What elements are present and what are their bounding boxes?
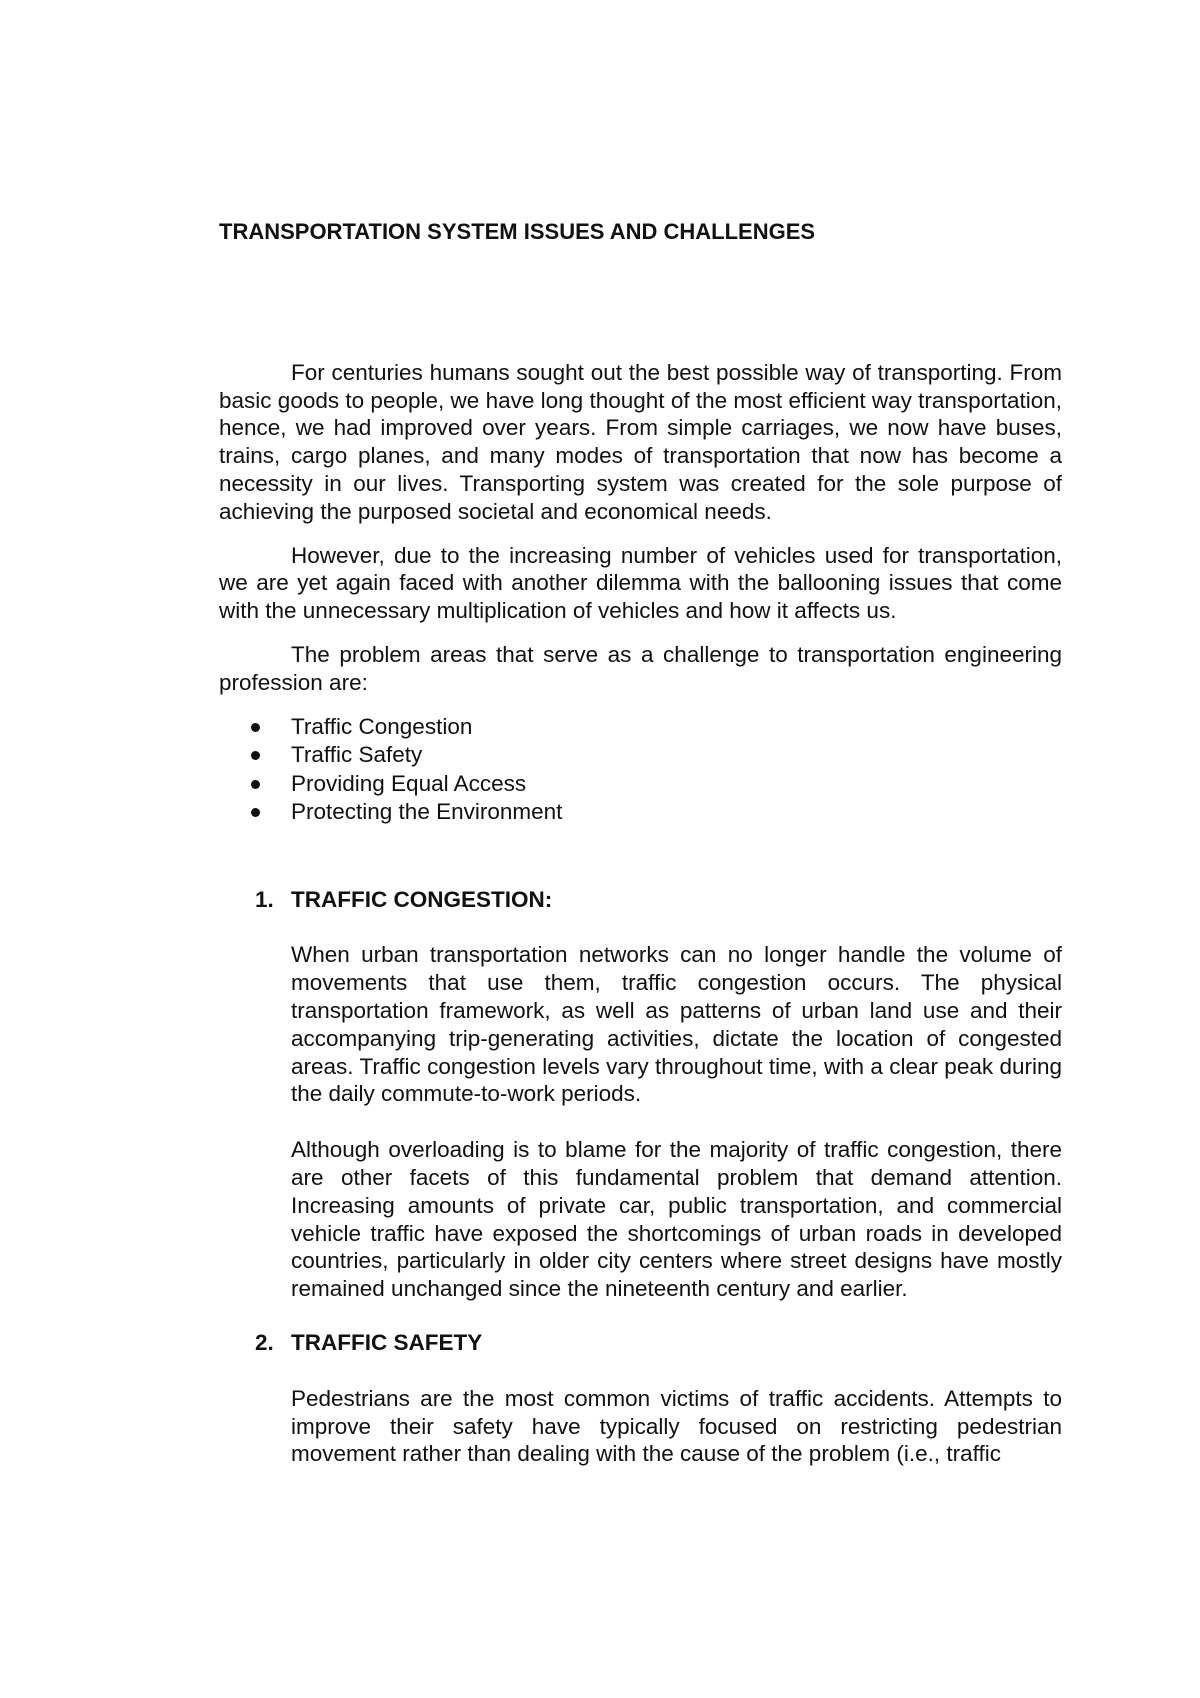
- problem-areas-list: [219, 713, 1062, 827]
- section-paragraph: Although overloading is to blame for the majority of traffic congestion, there are other facets of this fundamental problem that demand attention. Increasing amounts of private car, public transportation, and commercial vehicle traffic have exposed the shortcomings of urban roads in developed countries, particularly in older city centers where street designs have mostly remained unchanged since the nineteenth century and earlier.: [291, 1137, 1062, 1302]
- section-paragraph: When urban transportation networks can no longer handle the volume of movements that use them, traffic congestion occurs. The physical transportation framework, as well as patterns of urban land use and their accompanying trip-generating activities, dictate the location of congested areas. Traffic congestion levels vary throughout time, with a clear peak during the daily commute-to-work periods.: [291, 942, 1062, 1107]
- list-item-label: Traffic Congestion: [291, 713, 473, 739]
- list-item: [219, 770, 1062, 799]
- section-number: 2.: [255, 1329, 274, 1355]
- section-heading: [255, 1329, 1062, 1357]
- section-traffic-safety: [219, 1329, 1062, 1468]
- list-item-label: Providing Equal Access: [291, 770, 527, 796]
- bullet-icon: [251, 808, 260, 817]
- section-heading-text: TRAFFIC CONGESTION:: [291, 886, 553, 912]
- list-item-label: Traffic Safety: [291, 742, 423, 768]
- section-number: 1.: [255, 886, 274, 912]
- list-item-label: Protecting the Environment: [291, 799, 563, 825]
- intro-paragraph: For centuries humans sought out the best possible way of transporting. From basic goods to people, we have long thought of the most efficient way transportation, hence, we had improved over years. From simple carriages, we now have buses, trains, cargo planes, and many modes of transportation that now has become a necessity in our lives. Transporting system was created for the sole purpose of achieving the purposed societal and economical needs.: [219, 359, 1062, 524]
- section-paragraph: Pedestrians are the most common victims of traffic accidents. Attempts to improve their safety have typically focused on restricting pedestrian movement rather than dealing with the cause of the problem (i.e., traffic: [291, 1385, 1062, 1467]
- section-heading-text: TRAFFIC SAFETY: [291, 1329, 483, 1355]
- intro-section: [219, 359, 1062, 697]
- intro-paragraph: The problem areas that serve as a challenge to transportation engineering profession are:: [219, 641, 1062, 695]
- document-body: [219, 218, 1062, 1468]
- document-title: TRANSPORTATION SYSTEM ISSUES AND CHALLENGES: [219, 219, 816, 244]
- bullet-icon: [251, 723, 260, 732]
- bullet-icon: [251, 780, 260, 789]
- section-heading: [255, 886, 1062, 914]
- section-traffic-congestion: [219, 886, 1062, 1303]
- list-item: [219, 713, 1062, 742]
- list-item: [219, 798, 1062, 827]
- intro-paragraph: However, due to the increasing number of vehicles used for transportation, we are yet again faced with another dilemma with the ballooning issues that come with the unnecessary multiplication of vehicles and how it affects us.: [219, 542, 1062, 624]
- bullet-icon: [251, 751, 260, 760]
- list-item: [219, 741, 1062, 770]
